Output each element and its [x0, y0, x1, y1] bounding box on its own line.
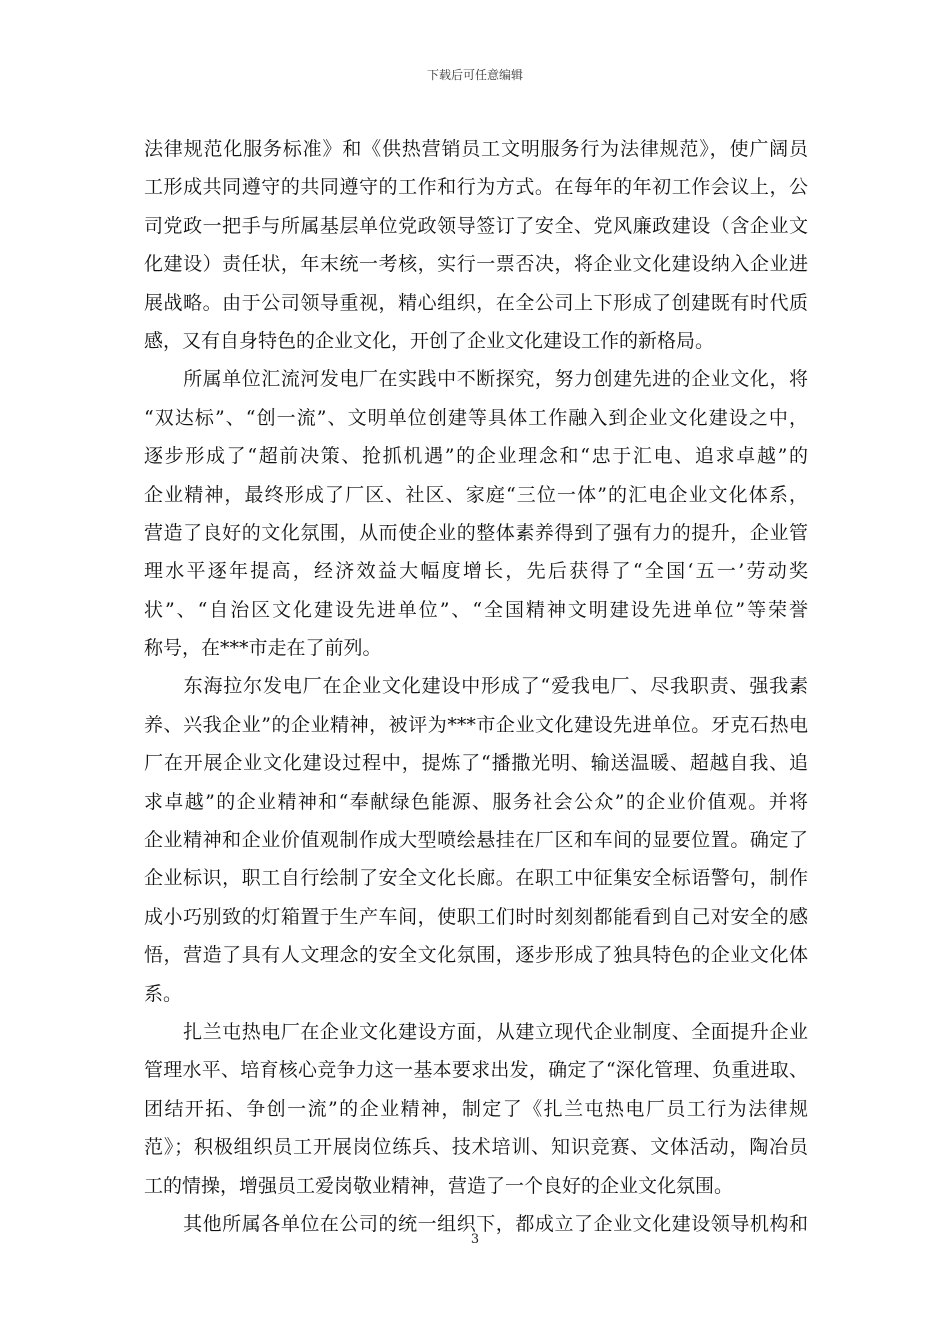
text-line: 企业精神，最终形成了厂区、社区、家庭“三位一体”的汇电企业文化体系， — [144, 483, 808, 506]
text-line: 感，又有自身特色的企业文化，开创了企业文化建设工作的新格局。 — [144, 329, 715, 352]
text-line: 所属单位汇流河发电厂在实践中不断探究，努力创建先进的企业文化，将 — [144, 368, 808, 391]
text-line: 企业精神和企业价值观制作成大型喷绘悬挂在厂区和车间的显要位置。确定了 — [144, 829, 808, 852]
text-line: 管理水平、培育核心竞争力这一基本要求出发，确定了“深化管理、负重进取、 — [144, 1059, 808, 1082]
text-line: 称号，在***市走在了前列。 — [144, 637, 382, 660]
text-line: 东海拉尔发电厂在企业文化建设中形成了“爱我电厂、尽我职责、强我素 — [144, 675, 808, 698]
text-line: 悟，营造了具有人文理念的安全文化氛围，逐步形成了独具特色的企业文化体 — [144, 944, 808, 967]
text-line: 求卓越”的企业精神和“奉献绿色能源、服务社会公众”的企业价值观。并将 — [144, 790, 808, 813]
text-line: 工形成共同遵守的共同遵守的工作和行为方式。在每年的年初工作会议上，公 — [144, 176, 808, 199]
text-line: 化建设）责任状，年末统一考核，实行一票否决，将企业文化建设纳入企业进 — [144, 253, 808, 276]
page-header: 下载后可任意编辑 — [426, 68, 523, 82]
text-line: “双达标”、“创一流”、文明单位创建等具体工作融入到企业文化建设之中， — [144, 406, 808, 429]
document-body — [144, 130, 808, 1243]
text-line: 其他所属各单位在公司的统一组织下，都成立了企业文化建设领导机构和 — [144, 1212, 808, 1235]
text-line: 系。 — [144, 982, 183, 1005]
text-line: 养、兴我企业”的企业精神，被评为***市企业文化建设先进单位。牙克石热电 — [144, 713, 808, 736]
text-line: 展战略。由于公司领导重视，精心组织，在全公司上下形成了创建既有时代质 — [144, 291, 808, 314]
text-line: 逐步形成了“超前决策、抢抓机遇”的企业理念和“忠于汇电、追求卓越”的 — [144, 445, 808, 468]
text-line: 厂在开展企业文化建设过程中，提炼了“播撒光明、输送温暖、超越自我、追 — [144, 752, 808, 775]
text-line: 团结开拓、争创一流”的企业精神，制定了《扎兰屯热电厂员工行为法律规 — [144, 1097, 808, 1120]
text-line: 营造了良好的文化氛围，从而使企业的整体素养得到了强有力的提升，企业管 — [144, 521, 808, 544]
text-line: 状”、“自治区文化建设先进单位”、“全国精神文明建设先进单位”等荣誉 — [144, 598, 808, 621]
text-line: 法律规范化服务标准》和《供热营销员工文明服务行为法律规范》，使广阔员 — [144, 138, 808, 160]
text-line: 理水平逐年提高，经济效益大幅度增长，先后获得了“全国‘五一’劳动奖 — [144, 560, 808, 583]
text-line: 司党政一把手与所属基层单位党政领导签订了安全、党风廉政建设（含企业文 — [144, 214, 808, 237]
text-line: 工的情操，增强员工爱岗敬业精神，营造了一个良好的企业文化氛围。 — [144, 1174, 734, 1197]
text-line: 扎兰屯热电厂在企业文化建设方面，从建立现代企业制度、全面提升企业 — [144, 1020, 808, 1043]
page-number: 3 — [470, 1232, 480, 1247]
text-line: 范》；积极组织员工开展岗位练兵、技术培训、知识竞赛、文体活动，陶冶员 — [144, 1136, 808, 1159]
text-line: 企业标识，职工自行绘制了安全文化长廊。在职工中征集安全标语警句，制作 — [144, 867, 808, 890]
text-line: 成小巧别致的灯箱置于生产车间，使职工们时时刻刻都能看到自己对安全的感 — [144, 905, 808, 928]
